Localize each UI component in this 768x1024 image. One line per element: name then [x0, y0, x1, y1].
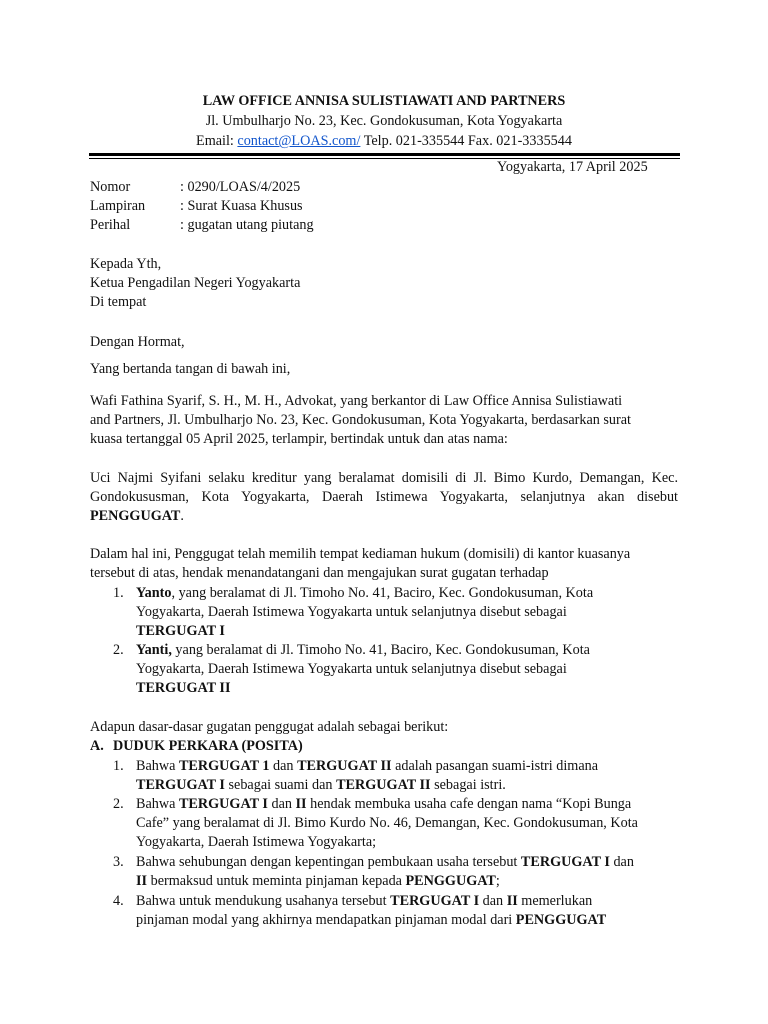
advocate-line-2: and Partners, Jl. Umbulharjo No. 23, Kec. Gondokusuman, Kota Yogyakarta, berdasarkan surat	[90, 412, 631, 428]
posita-bold: TERGUGAT II	[297, 758, 392, 774]
advocate-line-3: kuasa tertanggal 05 April 2025, terlampir, bertindak untuk dan atas nama:	[90, 431, 508, 447]
posita-text: memerlukan	[517, 893, 593, 909]
plaintiff-line-1: Uci Najmi Syifani selaku kreditur yang beralamat domisili di Jl. Bimo Kurdo, Demangan, Kec.	[90, 470, 678, 486]
posita-bold: II	[506, 893, 518, 909]
defendant-1-address: , yang beralamat di Jl. Timoho No. 41, Baciro, Kec. Gondokusuman, Kota	[171, 585, 594, 601]
basis-intro: Adapun dasar-dasar gugatan penggugat adalah sebagai berikut:	[90, 719, 449, 735]
meta-value-lampiran: : Surat Kuasa Khusus	[180, 198, 303, 214]
defendant-1-line-2: Yogyakarta, Daerah Istimewa Yogyakarta untuk selanjutnya disebut sebagai	[136, 604, 567, 620]
posita-3-number: 3.	[113, 854, 124, 870]
posita-text: pinjaman modal yang akhirnya mendapatkan pinjaman modal dari	[136, 912, 516, 928]
meta-value-perihal: : gugatan utang piutang	[180, 217, 314, 233]
posita-text: dan	[269, 758, 298, 774]
defendant-2-line-1	[136, 641, 590, 660]
posita-bold: PENGGUGAT	[405, 873, 496, 889]
meta-label-perihal: Perihal	[90, 217, 131, 233]
firm-address: Jl. Umbulharjo No. 23, Kec. Gondokusuman, Kota Yogyakarta	[205, 113, 563, 129]
defendant-1-designation: TERGUGAT I	[136, 623, 225, 639]
posita-text: Bahwa untuk mendukung usahanya tersebut	[136, 893, 391, 909]
posita-2-line-3: Yogyakarta, Daerah Istimewa Yogyakarta;	[136, 834, 377, 850]
posita-bold: TERGUGAT II	[336, 777, 431, 793]
plaintiff-period: .	[180, 508, 184, 524]
posita-bold: II	[136, 873, 148, 889]
posita-2-line-2: Cafe” yang beralamat di Jl. Bimo Kurdo No. 46, Demangan, Kec. Gondokusuman, Kota	[136, 815, 638, 831]
recipient-line-3: Di tempat	[90, 294, 147, 310]
greeting: Dengan Hormat,	[90, 334, 185, 350]
plaintiff-line-2: Gondokususman, Kota Yogyakarta, Daerah Istimewa Yogyakarta, selanjutnya akan disebut	[90, 489, 678, 505]
posita-bold: TERGUGAT 1	[178, 758, 270, 774]
posita-bold: TERGUGAT I	[520, 854, 610, 870]
posita-text: Bahwa	[136, 796, 179, 812]
domicile-line-1: Dalam hal ini, Penggugat telah memilih tempat kediaman hukum (domisili) di kantor kuasanya	[90, 546, 631, 562]
meta-label-lampiran: Lampiran	[90, 198, 146, 214]
posita-4-line-1	[136, 892, 592, 911]
posita-2-line-1	[136, 795, 631, 814]
posita-text: dan	[479, 893, 507, 909]
plaintiff-designation: PENGGUGAT	[90, 508, 181, 524]
posita-3-line-1	[136, 853, 634, 872]
posita-text: Bahwa	[136, 758, 179, 774]
posita-text: ;	[495, 873, 500, 889]
defendant-1-number: 1.	[113, 585, 124, 601]
posita-bold: TERGUGAT I	[390, 893, 480, 909]
posita-text: dan	[609, 854, 634, 870]
recipient-line-2: Ketua Pengadilan Negeri Yogyakarta	[90, 275, 301, 291]
section-a-letter: A.	[90, 738, 104, 754]
posita-text: sebagai suami dan	[224, 777, 337, 793]
posita-1-line-2	[136, 776, 506, 795]
posita-bold: TERGUGAT I	[178, 796, 268, 812]
posita-text: dan	[267, 796, 296, 812]
posita-text: adalah pasangan suami-istri dimana	[391, 758, 599, 774]
email-link[interactable]: contact@LOAS.com/	[237, 133, 361, 149]
posita-1-number: 1.	[113, 758, 124, 774]
meta-value-nomor: : 0290/LOAS/4/2025	[180, 179, 301, 195]
plaintiff-line-3	[90, 507, 184, 526]
intro-line: Yang bertanda tangan di bawah ini,	[90, 361, 291, 377]
firm-name: LAW OFFICE ANNISA SULISTIAWATI AND PARTNERS	[202, 93, 566, 109]
defendant-2-name: Yanti,	[136, 642, 172, 658]
letterhead-rule-thick	[89, 153, 680, 156]
defendant-1-name: Yanto	[136, 585, 172, 601]
phone-fax: Telp. 021-335544 Fax. 021-3335544	[360, 133, 572, 149]
defendant-1-line-1	[136, 584, 593, 603]
posita-text: sebagai istri.	[430, 777, 506, 793]
defendant-2-designation: TERGUGAT II	[136, 680, 231, 696]
email-label: Email:	[196, 133, 238, 149]
posita-3-line-2	[136, 872, 500, 891]
posita-4-number: 4.	[113, 893, 124, 909]
posita-bold: II	[295, 796, 307, 812]
defendant-2-address: yang beralamat di Jl. Timoho No. 41, Baciro, Kec. Gondokusuman, Kota	[171, 642, 590, 658]
defendant-2-number: 2.	[113, 642, 124, 658]
letter-date: Yogyakarta, 17 April 2025	[497, 159, 648, 175]
posita-bold: PENGGUGAT	[515, 912, 607, 928]
posita-text: hendak membuka usaha cafe dengan nama “Kopi Bunga	[306, 796, 632, 812]
posita-1-line-1	[136, 757, 598, 776]
posita-text: Bahwa sehubungan dengan kepentingan pembukaan usaha tersebut	[136, 854, 521, 870]
posita-4-line-2	[136, 911, 606, 930]
recipient-line-1: Kepada Yth,	[90, 256, 162, 272]
defendant-2-line-2: Yogyakarta, Daerah Istimewa Yogyakarta untuk selanjutnya disebut sebagai	[136, 661, 567, 677]
posita-2-number: 2.	[113, 796, 124, 812]
domicile-line-2: tersebut di atas, hendak menandatangani dan mengajukan surat gugatan terhadap	[90, 565, 549, 581]
meta-label-nomor: Nomor	[90, 179, 131, 195]
section-a-title: DUDUK PERKARA (POSITA)	[113, 738, 303, 754]
firm-contact	[90, 132, 678, 151]
posita-text: bermaksud untuk meminta pinjaman kepada	[147, 873, 406, 889]
posita-bold: TERGUGAT I	[136, 777, 225, 793]
advocate-line-1: Wafi Fathina Syarif, S. H., M. H., Advokat, yang berkantor di Law Office Annisa Sulistiawati	[90, 393, 623, 409]
